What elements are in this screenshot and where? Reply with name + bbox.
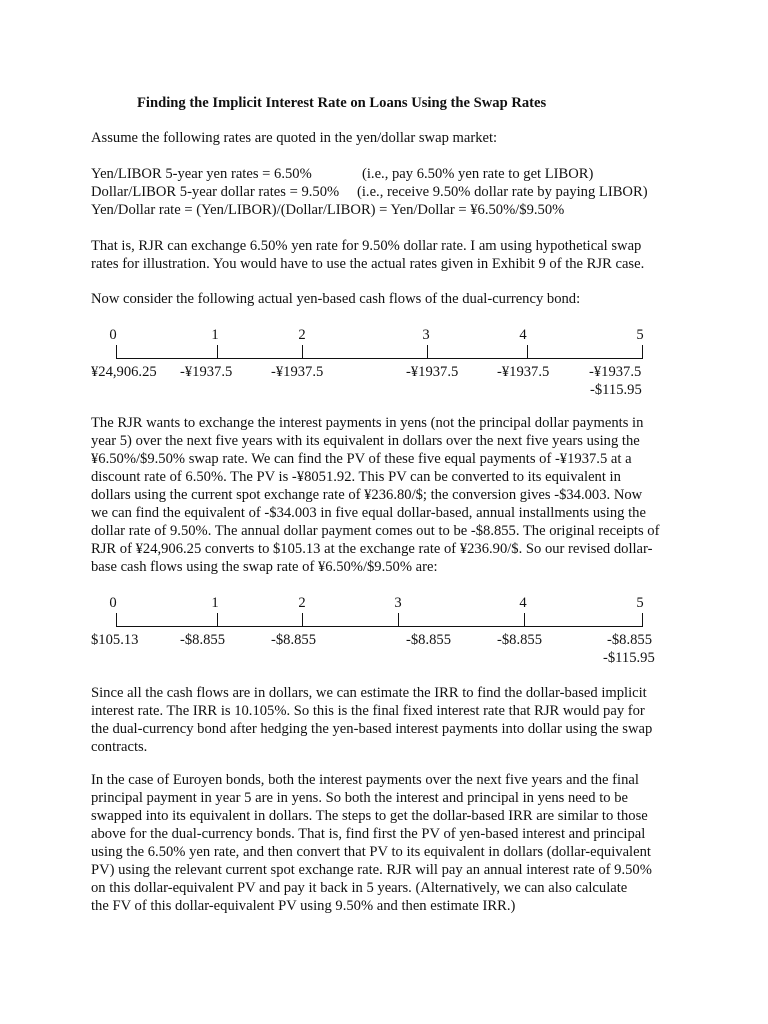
period-label: 3 <box>422 327 430 343</box>
timeline-tick <box>302 345 303 359</box>
document-title: Finding the Implicit Interest Rate on Loans Using the Swap Rates <box>137 95 547 111</box>
rate-row-yen-libor <box>91 165 691 183</box>
cashflow-value: -¥1937.5 <box>497 364 550 380</box>
text-line: contracts. <box>91 739 148 755</box>
paragraph-euroyen <box>91 771 691 915</box>
text-line: principal payment in year 5 are in yens. So both the interest and principal in yens need to be <box>91 790 628 806</box>
period-label: 0 <box>109 595 117 611</box>
timeline-tick <box>217 613 218 627</box>
timeline-axis <box>116 626 642 627</box>
text-line: The RJR wants to exchange the interest payments in yens (not the principal dollar payments in <box>91 415 644 431</box>
rate-row-yen-dollar <box>91 201 691 219</box>
paragraph-yen-cashflows-intro: Now consider the following actual yen-based cash flows of the dual-currency bond: <box>91 291 581 307</box>
period-label: 4 <box>519 327 527 343</box>
rate-note: (i.e., receive 9.50% dollar rate by paying LIBOR) <box>357 184 648 200</box>
cashflow-value: -$8.855 <box>406 632 451 648</box>
text-line: year 5) over the next five years with its equivalent in dollars over the next five years using the <box>91 433 640 449</box>
period-label: 1 <box>211 327 219 343</box>
paragraph-conversion <box>91 414 691 576</box>
text-line: using the 6.50% yen rate, and then convert that PV to its equivalent in dollars (dollar-equivalent <box>91 844 651 860</box>
cashflow-value: -¥1937.5 <box>589 364 642 380</box>
cashflow-value: -$8.855 <box>607 632 652 648</box>
yen-cashflow-timeline <box>0 326 768 406</box>
text-line: we can find the equivalent of -$34.003 in five equal dollar-based, annual installments using the <box>91 505 646 521</box>
cashflow-principal: -$115.95 <box>603 650 655 666</box>
rate-label: Dollar/LIBOR 5-year dollar rates = 9.50% <box>91 184 340 200</box>
usd-cashflow-timeline <box>0 594 768 674</box>
timeline-tick <box>527 345 528 359</box>
rates-block <box>91 165 691 219</box>
rate-label: Yen/LIBOR 5-year yen rates = 6.50% <box>91 166 312 182</box>
text-line: ¥6.50%/$9.50% swap rate. We can find the PV of these five equal payments of -¥1937.5 at a <box>91 451 632 467</box>
timeline-tick <box>427 345 428 359</box>
timeline-tick <box>302 613 303 627</box>
text-line: That is, RJR can exchange 6.50% yen rate for 9.50% dollar rate. I am using hypothetical swap <box>91 238 642 254</box>
paragraph-swap-explanation <box>91 237 691 273</box>
period-label: 5 <box>636 595 644 611</box>
text-line: on this dollar-equivalent PV and pay it back in 5 years. (Alternatively, we can also calculate <box>91 880 628 896</box>
cashflow-value: ¥24,906.25 <box>91 364 157 380</box>
text-line: above for the dual-currency bonds. That is, find first the PV of yen-based interest and principal <box>91 826 646 842</box>
rate-row-dollar-libor <box>91 183 691 201</box>
period-label: 1 <box>211 595 219 611</box>
cashflow-value: -¥1937.5 <box>406 364 459 380</box>
text-line: discount rate of 6.50%. The PV is -¥8051.92. This PV can be converted to its equivalent in <box>91 469 621 485</box>
text-line: rates for illustration. You would have to use the actual rates given in Exhibit 9 of the RJR case. <box>91 256 645 272</box>
timeline-tick <box>217 345 218 359</box>
timeline-tick <box>116 345 117 359</box>
text-line: swapped into its equivalent in dollars. The steps to get the dollar-based IRR are similar to those <box>91 808 648 824</box>
timeline-tick <box>642 345 643 359</box>
rate-label: Yen/Dollar rate = (Yen/LIBOR)/(Dollar/LIBOR) = Yen/Dollar = ¥6.50%/$9.50% <box>91 202 565 218</box>
text-line: interest rate. The IRR is 10.105%. So this is the final fixed interest rate that RJR would pay for <box>91 703 645 719</box>
text-line: RJR of ¥24,906.25 converts to $105.13 at the exchange rate of ¥236.90/$. So our revised dollar- <box>91 541 653 557</box>
cashflow-value: -¥1937.5 <box>180 364 233 380</box>
period-label: 2 <box>298 595 306 611</box>
period-label: 3 <box>394 595 402 611</box>
cashflow-value: -¥1937.5 <box>271 364 324 380</box>
text-line: Since all the cash flows are in dollars, we can estimate the IRR to find the dollar-based implicit <box>91 685 647 701</box>
timeline-tick <box>524 613 525 627</box>
rate-note: (i.e., pay 6.50% yen rate to get LIBOR) <box>362 166 594 182</box>
period-label: 5 <box>636 327 644 343</box>
timeline-tick <box>116 613 117 627</box>
period-label: 4 <box>519 595 527 611</box>
cashflow-principal: -$115.95 <box>590 382 642 398</box>
text-line: In the case of Euroyen bonds, both the interest payments over the next five years and the final <box>91 772 639 788</box>
text-line: PV) using the relevant current spot exchange rate. RJR will pay an annual interest rate of 9.50% <box>91 862 652 878</box>
text-line: dollar rate of 9.50%. The annual dollar payment comes out to be -$8.855. The original receipts of <box>91 523 660 539</box>
cashflow-value: $105.13 <box>91 632 139 648</box>
text-line: the FV of this dollar-equivalent PV using 9.50% and then estimate IRR.) <box>91 898 516 914</box>
period-label: 0 <box>109 327 117 343</box>
cashflow-value: -$8.855 <box>497 632 542 648</box>
timeline-axis <box>116 358 642 359</box>
timeline-tick <box>642 613 643 627</box>
text-line: base cash flows using the swap rate of ¥6.50%/$9.50% are: <box>91 559 438 575</box>
cashflow-value: -$8.855 <box>180 632 225 648</box>
paragraph-irr <box>91 684 691 756</box>
text-line: the dual-currency bond after hedging the yen-based interest payments into dollar using the swap <box>91 721 653 737</box>
timeline-tick <box>398 613 399 627</box>
cashflow-value: -$8.855 <box>271 632 316 648</box>
period-label: 2 <box>298 327 306 343</box>
intro-paragraph: Assume the following rates are quoted in the yen/dollar swap market: <box>91 130 498 146</box>
text-line: dollars using the current spot exchange rate of ¥236.80/$; the conversion gives -$34.003. Now <box>91 487 643 503</box>
